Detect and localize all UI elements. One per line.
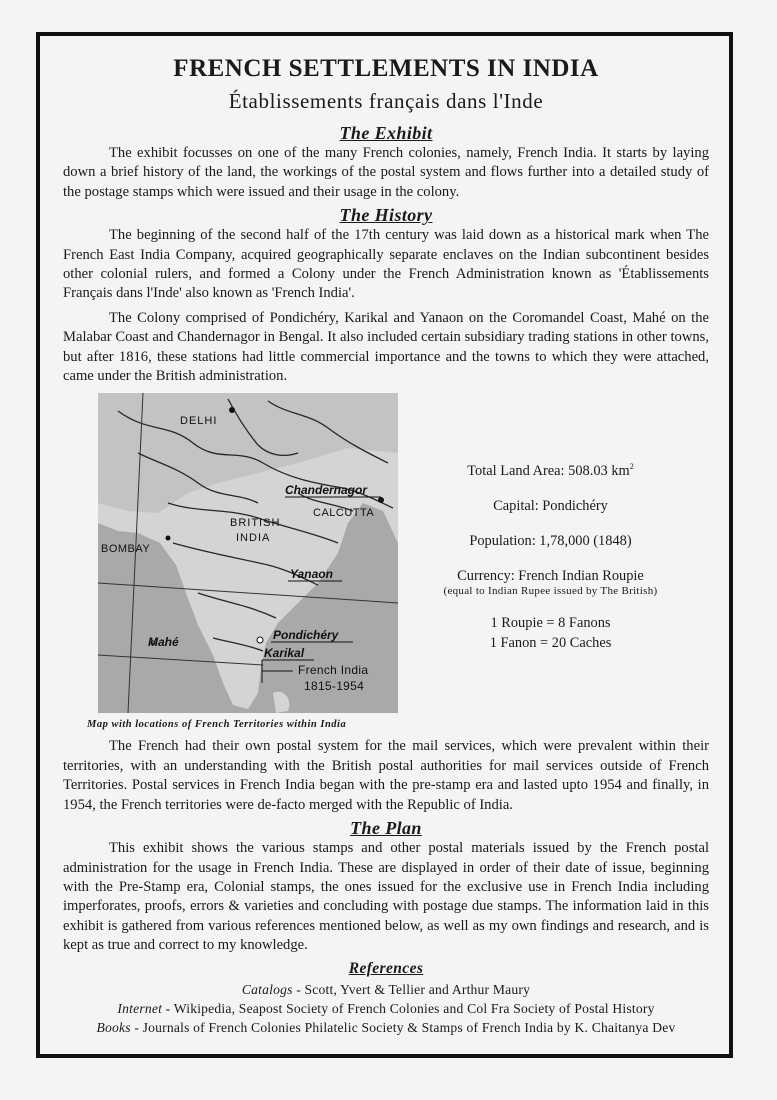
- references-list: [63, 980, 709, 1038]
- fact-capital: Capital: Pondichéry: [493, 498, 608, 515]
- postal-paragraph: The French had their own postal system for the mail services, which were prevalent within their territories, with an understanding with the British postal authorities for mail services outside of French Territories. Postal services in French India began with the pre-stamp era and lasted upto 1954 and finally, in 1954, the French territories were de-facto merged with the Republic of India.: [63, 738, 709, 813]
- map-legend-line-2: 1815-1954: [304, 679, 365, 694]
- fact-currency: Currency: French Indian Roupie: [457, 568, 644, 585]
- fact-land-area: Total Land Area: 508.03 $km^2$: [467, 462, 634, 480]
- exhibit-paragraph: The exhibit focusses on one of the many French colonies, namely, French India. It starts by laying down a brief history of the land, the workings of the postal system and flows further into a detailed study of the postage stamps which were issued and their usage in the colony.: [63, 145, 709, 200]
- history-paragraph-1: The beginning of the second half of the 17th century was laid down as a historical mark when The French East India Company, acquired geographically separate enclaves on the Indian subcontinent besides other colonial rulers, and formed a Colony under the French Administration known as 'Établissements Français dans l'Inde' also known as 'French India'.: [63, 227, 709, 302]
- map-label-delhi: DELHI: [180, 415, 218, 428]
- fact-currency-note: (equal to Indian Rupee issued by The British): [443, 585, 658, 598]
- map-label-yanaon: Yanaon: [290, 567, 333, 582]
- india-map: [98, 393, 398, 713]
- exhibit-heading: The Exhibit: [339, 123, 433, 143]
- page-content: [63, 54, 709, 1038]
- map-label-india: INDIA: [236, 532, 271, 545]
- map-label-chandernagor: Chandernagor: [285, 483, 368, 498]
- page-subtitle: Établissements français dans l'Inde: [228, 89, 544, 113]
- facts-panel: [403, 457, 698, 653]
- reference-internet: Internet - Wikipedia, Seapost Society of French Colonies and Col Fra Society of Postal History: [117, 1000, 655, 1016]
- map-label-british: BRITISH: [230, 517, 281, 530]
- fact-conversion-2: 1 Fanon = 20 Caches: [489, 635, 612, 652]
- plan-heading: The Plan: [350, 818, 422, 839]
- map-label-calcutta: CALCUTTA: [313, 507, 375, 520]
- fact-population: Population: 1,78,000 (1848): [469, 533, 632, 550]
- reference-books: Books - Journals of French Colonies Philatelic Society & Stamps of French India by K. Chaitanya Dev: [96, 1020, 676, 1036]
- history-heading: The History: [339, 205, 433, 226]
- map-block: [63, 393, 709, 745]
- map-label-karikal: Karikal: [264, 646, 305, 661]
- map-label-mahe: Mahé: [148, 635, 179, 650]
- history-paragraph-2: The Colony comprised of Pondichéry, Karikal and Yanaon on the Coromandel Coast, Mahé on the Malabar Coast and Chandernagor in Bengal. It also included certain subsidiary trading stations in other towns, but after 1816, these stations had little commercial importance and the towns to which they were attached, came under the British administration.: [63, 309, 709, 385]
- india-map-svg: [98, 393, 398, 713]
- map-label-pondichery: Pondichéry: [273, 628, 339, 643]
- map-label-bombay: BOMBAY: [101, 543, 151, 556]
- map-caption: Map with locations of French Territories within India: [87, 719, 347, 731]
- fact-conversion-1: 1 Roupie = 8 Fanons: [490, 615, 611, 632]
- plan-paragraph: This exhibit shows the various stamps and other postal materials issued by the French postal administration for the usage in French India. These are displayed in order of their date of issue, beginning with the Pre-Stamp era, Colonial stamps, the ones issued for the exclusive use in French India including imperforates, proofs, errors & varieties and concluding with postage due stamps. The information laid in this exhibit is gathered from various references mentioned below, as well as my own findings and research, and is kept as true and correct to my knowledge.: [63, 840, 709, 954]
- map-legend-line-1: French India: [298, 663, 369, 678]
- page-title: FRENCH SETTLEMENTS IN INDIA: [173, 55, 599, 82]
- reference-catalogs: Catalogs - Scott, Yvert & Tellier and Arthur Maury: [241, 981, 531, 997]
- references-heading: References: [348, 959, 424, 977]
